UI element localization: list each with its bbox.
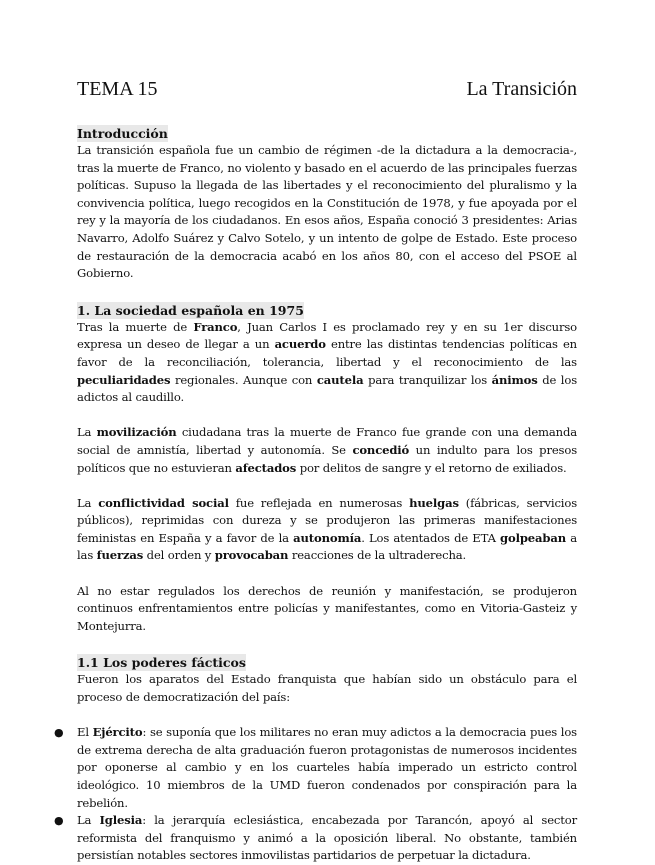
- section-1-heading: 1. La sociedad española en 1975: [77, 302, 304, 318]
- section-1-1-intro: Fueron los aparatos del Estado franquista que habían sido un obstáculo para el proceso de democratización del país:: [77, 672, 577, 705]
- document-page: [54, 78, 578, 865]
- bullet-icon: ●: [54, 726, 64, 740]
- tema-number: TEMA 15: [77, 78, 158, 100]
- list-item-ejercito: ● El Ejército: se suponía que los militares no eran muy adictos a la democracia pues los de extrema derecha de alta graduación fueron protagonistas de numerosos incidentes por oponerse al cambio y en los cuarteles había imperado un estricto control ideológico. 10 miembros de la UMD fueron condenados por conspiración para la rebelión.: [54, 725, 577, 810]
- list-item-iglesia: ● La Iglesia: la jerarquía eclesiástica, encabezada por Tarancón, apoyó al sector reformista del franquismo y animó a la oposición liberal. No obstante, también persistían notables sectores inmovilistas partidarios de perpetuar la dictadura.: [54, 813, 577, 863]
- section-1-1-heading: 1.1 Los poderes fácticos: [77, 655, 246, 671]
- tema-title: La Transición: [466, 78, 577, 100]
- document-header: [77, 78, 577, 108]
- section-1-paragraph-1: Tras la muerte de Franco, Juan Carlos I es proclamado rey y en su 1er discurso expresa un deseo de llegar a un acuerdo entre las distintas tendencias políticas en favor de la reconciliación, tolerancia, libertad y el reconocimiento de las peculiaridades regionales. Aunque con cautela para tranquilizar los ánimos de los adictos al caudillo.: [77, 319, 578, 405]
- intro-paragraph: La transición española fue un cambio de régimen -de la dictadura a la democracia-, tras la muerte de Franco, no violento y basado en el acuerdo de las principales fuerzas políticas. Supuso la llegada de las libertades y el reconocimiento del pluralismo y la convivencia política, luego recogidos en la Constitución de 1978, y fue apoyada por el rey y la mayoría de los ciudadanos. En esos años, España conoció 3 presidentes: Arias Navarro, Adolfo Suárez y Calvo Sotelo, y un intento de golpe de Estado. Este proceso de restauración de la democracia acabó en los años 80, con el acceso del PSOE al Gobierno.: [77, 143, 577, 281]
- section-1-paragraph-4: Al no estar regulados los derechos de reunión y manifestación, se produjeron continuos enfrentamientos entre policías y manifestantes, como en Vitoria-Gasteiz y Montejurra.: [77, 583, 577, 633]
- bullet-icon: ●: [54, 814, 64, 828]
- intro-heading: Introducción: [77, 126, 168, 141]
- section-1-paragraph-3: La conflictividad social fue reflejada en numerosas huelgas (fábricas, servicios públicos), reprimidas con dureza y se produjeron las primeras manifestaciones feministas en España y a favor de la autonomía. Los atentados de ETA golpeaban a las fuerzas del orden y provocaban reacciones de la ultraderecha.: [77, 495, 577, 563]
- section-1-paragraph-2: La movilización ciudadana tras la muerte de Franco fue grande con una demanda social de amnistía, libertad y autonomía. Se concedió un indulto para los presos políticos que no estuvieran afectados por delitos de sangre y el retorno de exiliados.: [77, 425, 577, 475]
- poderes-facticos-list: [54, 724, 577, 865]
